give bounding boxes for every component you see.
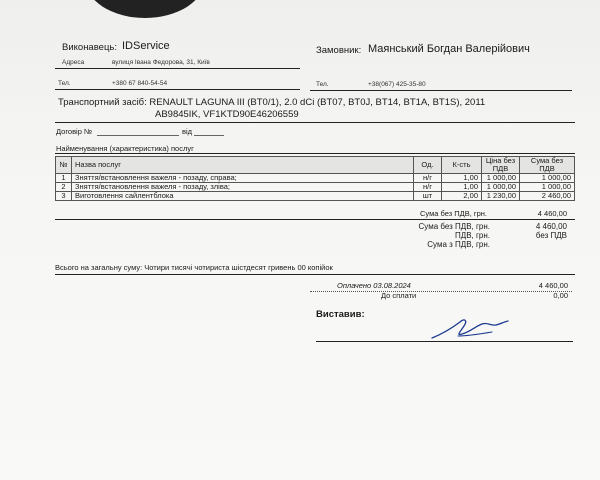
subtotal-label: Сума без ПДВ, грн.	[420, 209, 488, 218]
customer-phone: +38(067) 425-35-80	[368, 81, 426, 88]
row-sum: 1 000,00	[520, 183, 575, 192]
services-title-divider	[55, 153, 575, 154]
address-label: Адреса	[62, 59, 85, 66]
executor-phone: +380 67 840-54-54	[112, 80, 168, 87]
row-quantity: 2,00	[442, 192, 482, 201]
total-vat-value: без ПДВ	[535, 231, 567, 240]
row-service-name: Виготовлення сайлентблока	[72, 192, 414, 201]
contract-number-blank	[97, 135, 179, 136]
total-sum-no-vat-label: Сума без ПДВ, грн.	[418, 222, 490, 231]
total-words-divider	[55, 274, 575, 275]
col-header-unit: Од.	[414, 157, 442, 174]
contract-date-blank	[194, 135, 224, 136]
payment-divider	[310, 291, 572, 292]
row-unit: шт	[414, 192, 442, 201]
vehicle-line-2: AB9845IK, VF1KTD90E46206559	[155, 109, 299, 120]
total-vat-label: ПДВ, грн.	[455, 231, 490, 240]
row-price: 1 230,00	[482, 192, 520, 201]
contract-date-label: від	[182, 127, 193, 136]
row-service-name: Зняття/встановлення важеля - позаду, справа;	[72, 174, 414, 183]
customer-name: Маянський Богдан Валерійович	[368, 43, 530, 55]
total-sum-with-vat-label: Сума з ПДВ, грн.	[427, 240, 490, 249]
col-header-price: Ціна без ПДВ	[482, 157, 520, 174]
row-service-name: Зняття/встановлення важеля - позаду, зліва;	[72, 183, 414, 192]
row-number: 1	[56, 174, 72, 183]
address-value: вулиця Івана Федорова, 31, Київ	[112, 59, 210, 66]
due-label: До сплати	[381, 291, 417, 300]
row-number: 3	[56, 192, 72, 201]
executor-phone-divider	[55, 89, 300, 90]
col-header-quantity: К-сть	[442, 157, 482, 174]
executor-name: IDService	[122, 40, 170, 52]
customer-phone-divider	[310, 90, 572, 91]
table-header-row	[56, 157, 575, 174]
customer-label: Замовник:	[316, 45, 362, 56]
paid-label: Оплачено 03.08.2024	[337, 281, 411, 290]
row-unit: н/г	[414, 174, 442, 183]
table-row	[56, 192, 575, 201]
contract-label: Договір №	[56, 127, 93, 136]
paid-value: 4 460,00	[538, 281, 568, 290]
subtotal-divider	[55, 219, 575, 220]
vehicle-divider	[55, 122, 575, 123]
total-in-words: Всього на загальну суму: Чотири тисячі чотириста шістдесят гривень 00 копійок	[55, 263, 333, 272]
col-header-name: Назва послуг	[72, 157, 414, 174]
col-header-sum: Сума без ПДВ	[520, 157, 575, 174]
row-number: 2	[56, 183, 72, 192]
services-table	[55, 156, 575, 201]
row-quantity: 1,00	[442, 183, 482, 192]
vehicle-line-1: Транспортний засіб: RENAULT LAGUNA III (BT0/1), 2.0 dCi (BT07, BT0J, BT14, BT1A, BT1S), 2011	[58, 97, 486, 108]
dark-object-top	[85, 0, 205, 18]
row-price: 1 000,00	[482, 174, 520, 183]
row-sum: 2 460,00	[520, 192, 575, 201]
customer-phone-label: Тел.	[316, 81, 329, 88]
subtotal-value: 4 460,00	[537, 209, 567, 218]
signature-line	[316, 341, 573, 342]
issued-by-label: Виставив:	[316, 309, 365, 320]
row-quantity: 1,00	[442, 174, 482, 183]
executor-phone-label: Тел.	[58, 80, 71, 87]
due-value: 0,00	[553, 291, 568, 300]
row-sum: 1 000,00	[520, 174, 575, 183]
services-title: Найменування (характеристика) послуг	[56, 144, 194, 153]
signature	[430, 312, 510, 342]
col-header-number: №	[56, 157, 72, 174]
total-sum-no-vat-value: 4 460,00	[535, 222, 567, 231]
executor-label: Виконавець:	[62, 42, 117, 53]
row-price: 1 000,00	[482, 183, 520, 192]
executor-divider	[55, 68, 300, 69]
row-unit: н/г	[414, 183, 442, 192]
